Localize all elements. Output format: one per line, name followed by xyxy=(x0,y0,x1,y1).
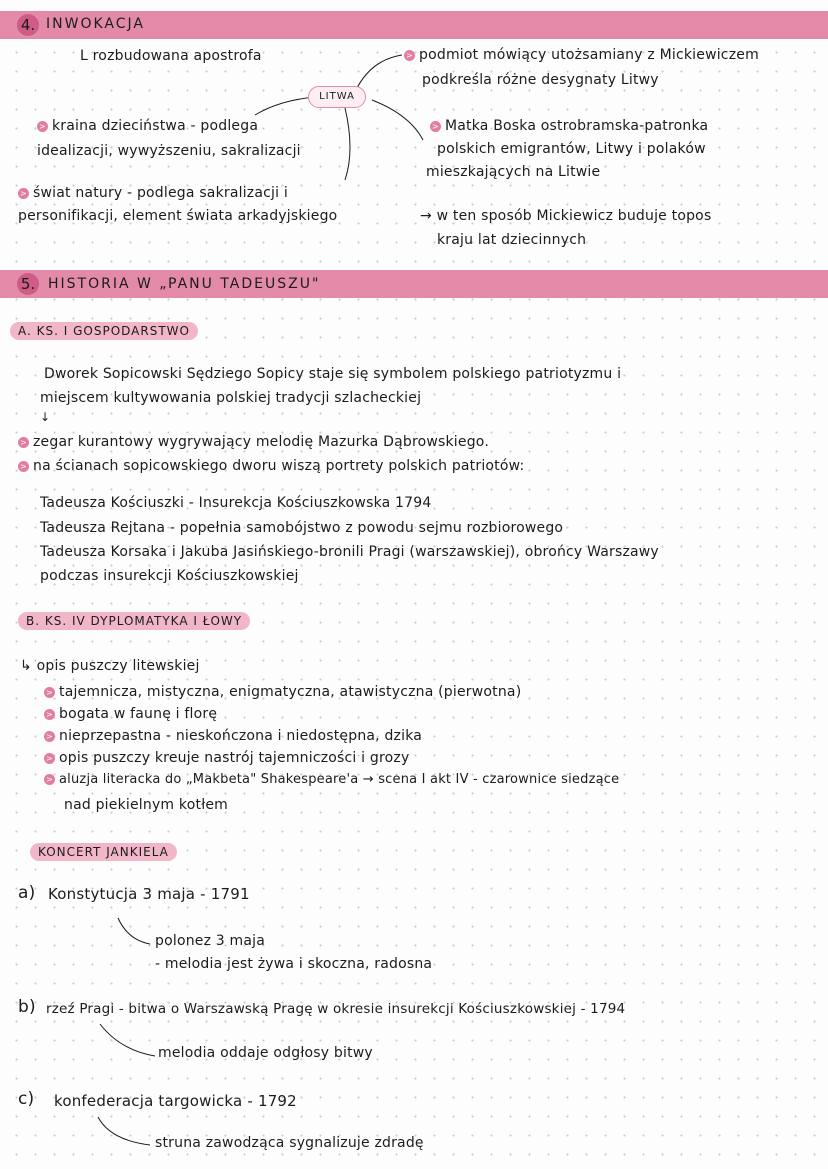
bullet-arrow-icon: > xyxy=(404,50,415,61)
mindmap-line-left xyxy=(255,97,316,115)
part-b-bullet-2: > bogata w faunę i florę xyxy=(44,706,217,722)
bullet-arrow-icon: > xyxy=(18,188,29,199)
part-a-intro-line2: miejscem kultywowania polskiej tradycji szlacheckiej xyxy=(40,390,422,406)
note-arrow-line2: kraju lat dziecinnych xyxy=(437,232,587,248)
litwa-cloud: LITWA xyxy=(308,86,366,108)
mindmap-line-top-right xyxy=(355,55,402,92)
portrait-line-1: Tadeusza Kościuszki - Insurekcja Kościuszkowska 1794 xyxy=(40,495,432,511)
note-right2-line3: mieszkających na Litwie xyxy=(426,164,601,180)
concert-c-letter: c) xyxy=(18,1089,35,1109)
note-right1-line1: > podmiot mówiący utożsamiany z Mickiewiczem xyxy=(404,47,759,63)
bullet-arrow-icon: > xyxy=(44,774,55,785)
part-b-lead: ↳ opis puszczy litewskiej xyxy=(20,658,200,674)
note-arrow-line1: → w ten sposób Mickiewicz buduje topos xyxy=(420,208,712,224)
corner-arrow-icon: ↳ xyxy=(20,658,37,674)
part-a-bullet-1: > zegar kurantowy wygrywający melodię Mazurka Dąbrowskiego. xyxy=(18,434,489,450)
part-b-bullet-1: > tajemnicza, mistyczna, enigmatyczna, atawistyczna (pierwotna) xyxy=(44,684,521,700)
part-b-label: B. KS. IV DYPLOMATYKA I ŁOWY xyxy=(18,612,250,630)
note-left2-line2: personifikacji, element świata arkadyjskiego xyxy=(18,208,338,224)
concert-b-title: rzeź Pragi - bitwa o Warszawską Pragę w okresie insurekcji Kościuszkowskiej - 1794 xyxy=(46,1001,626,1017)
concert-a-connector xyxy=(118,918,150,944)
note-left2-line1: > świat natury - podlega sakralizacji i xyxy=(18,185,288,201)
bullet-arrow-icon: > xyxy=(18,461,29,472)
bullet-arrow-icon: > xyxy=(44,753,55,764)
concert-c-note-1: struna zawodząca sygnalizuje zdradę xyxy=(155,1135,424,1151)
note-left1-line1: > kraina dzieciństwa - podlega xyxy=(37,118,258,134)
bullet-arrow-icon: > xyxy=(44,731,55,742)
bullet-arrow-icon: > xyxy=(18,437,29,448)
concert-a-letter: a) xyxy=(18,883,36,903)
concert-b-letter: b) xyxy=(18,997,36,1017)
portrait-line-4: podczas insurekcji Kościuszkowskiej xyxy=(40,568,299,584)
concert-a-note-2: - melodia jest żywa i skoczna, radosna xyxy=(155,956,433,972)
part-b-bullet-4: > opis puszczy kreuje nastrój tajemniczości i grozy xyxy=(44,750,409,766)
portrait-line-2: Tadeusza Rejtana - popełnia samobójstwo z powodu sejmu rozbiorowego xyxy=(40,520,564,536)
down-arrow-icon: ↓ xyxy=(40,410,51,424)
part-b-bullet-5: > aluzja literacka do „Makbeta" Shakespeare'a → scena I akt IV - czarownice siedzące xyxy=(44,772,619,787)
section-4-number: 4. xyxy=(17,14,39,36)
concert-c-connector xyxy=(98,1117,150,1145)
mindmap-line-bottom xyxy=(345,108,350,180)
section-5-number: 5. xyxy=(17,273,39,295)
concert-a-note-1: polonez 3 maja xyxy=(155,933,266,949)
part-b-bullet-3: > nieprzepastna - nieskończona i niedostępna, dzika xyxy=(44,728,422,744)
section-4-title: INWOKACJA xyxy=(46,16,145,32)
concert-label: KONCERT JANKIELA xyxy=(30,843,177,861)
part-a-intro-line1: Dworek Sopicowski Sędziego Sopicy staje się symbolem polskiego patriotyzmu i xyxy=(44,366,622,382)
section-4-subtitle: L rozbudowana apostrofa xyxy=(80,48,262,64)
note-right2-line1: > Matka Boska ostrobramska-patronka xyxy=(430,118,708,134)
concert-b-note-1: melodia oddaje odgłosy bitwy xyxy=(158,1045,373,1061)
part-a-bullet-2: > na ścianach sopicowskiego dworu wiszą portrety polskich patriotów: xyxy=(18,458,524,474)
concert-b-connector xyxy=(100,1024,155,1056)
section-5-title: HISTORIA W „PANU TADEUSZU" xyxy=(48,276,321,292)
part-a-label: A. KS. I GOSPODARSTWO xyxy=(10,322,198,340)
bullet-arrow-icon: > xyxy=(44,709,55,720)
mindmap-line-right xyxy=(372,100,423,140)
note-left1-line2: idealizacji, wywyższeniu, sakralizacji xyxy=(37,143,301,159)
concert-c-title: konfederacja targowicka - 1792 xyxy=(54,1092,297,1110)
part-b-bullet-5-cont: nad piekielnym kotłem xyxy=(64,797,229,813)
note-right1-line2: podkreśla różne desygnaty Litwy xyxy=(422,72,659,88)
bullet-arrow-icon: > xyxy=(430,121,441,132)
portrait-line-3: Tadeusza Korsaka i Jakuba Jasińskiego-bronili Pragi (warszawskiej), obrońcy Warszawy xyxy=(40,544,659,560)
bullet-arrow-icon: > xyxy=(44,687,55,698)
bullet-arrow-icon: > xyxy=(37,121,48,132)
concert-a-title: Konstytucja 3 maja - 1791 xyxy=(48,885,250,903)
note-right2-line2: polskich emigrantów, Litwy i polaków xyxy=(437,141,706,157)
